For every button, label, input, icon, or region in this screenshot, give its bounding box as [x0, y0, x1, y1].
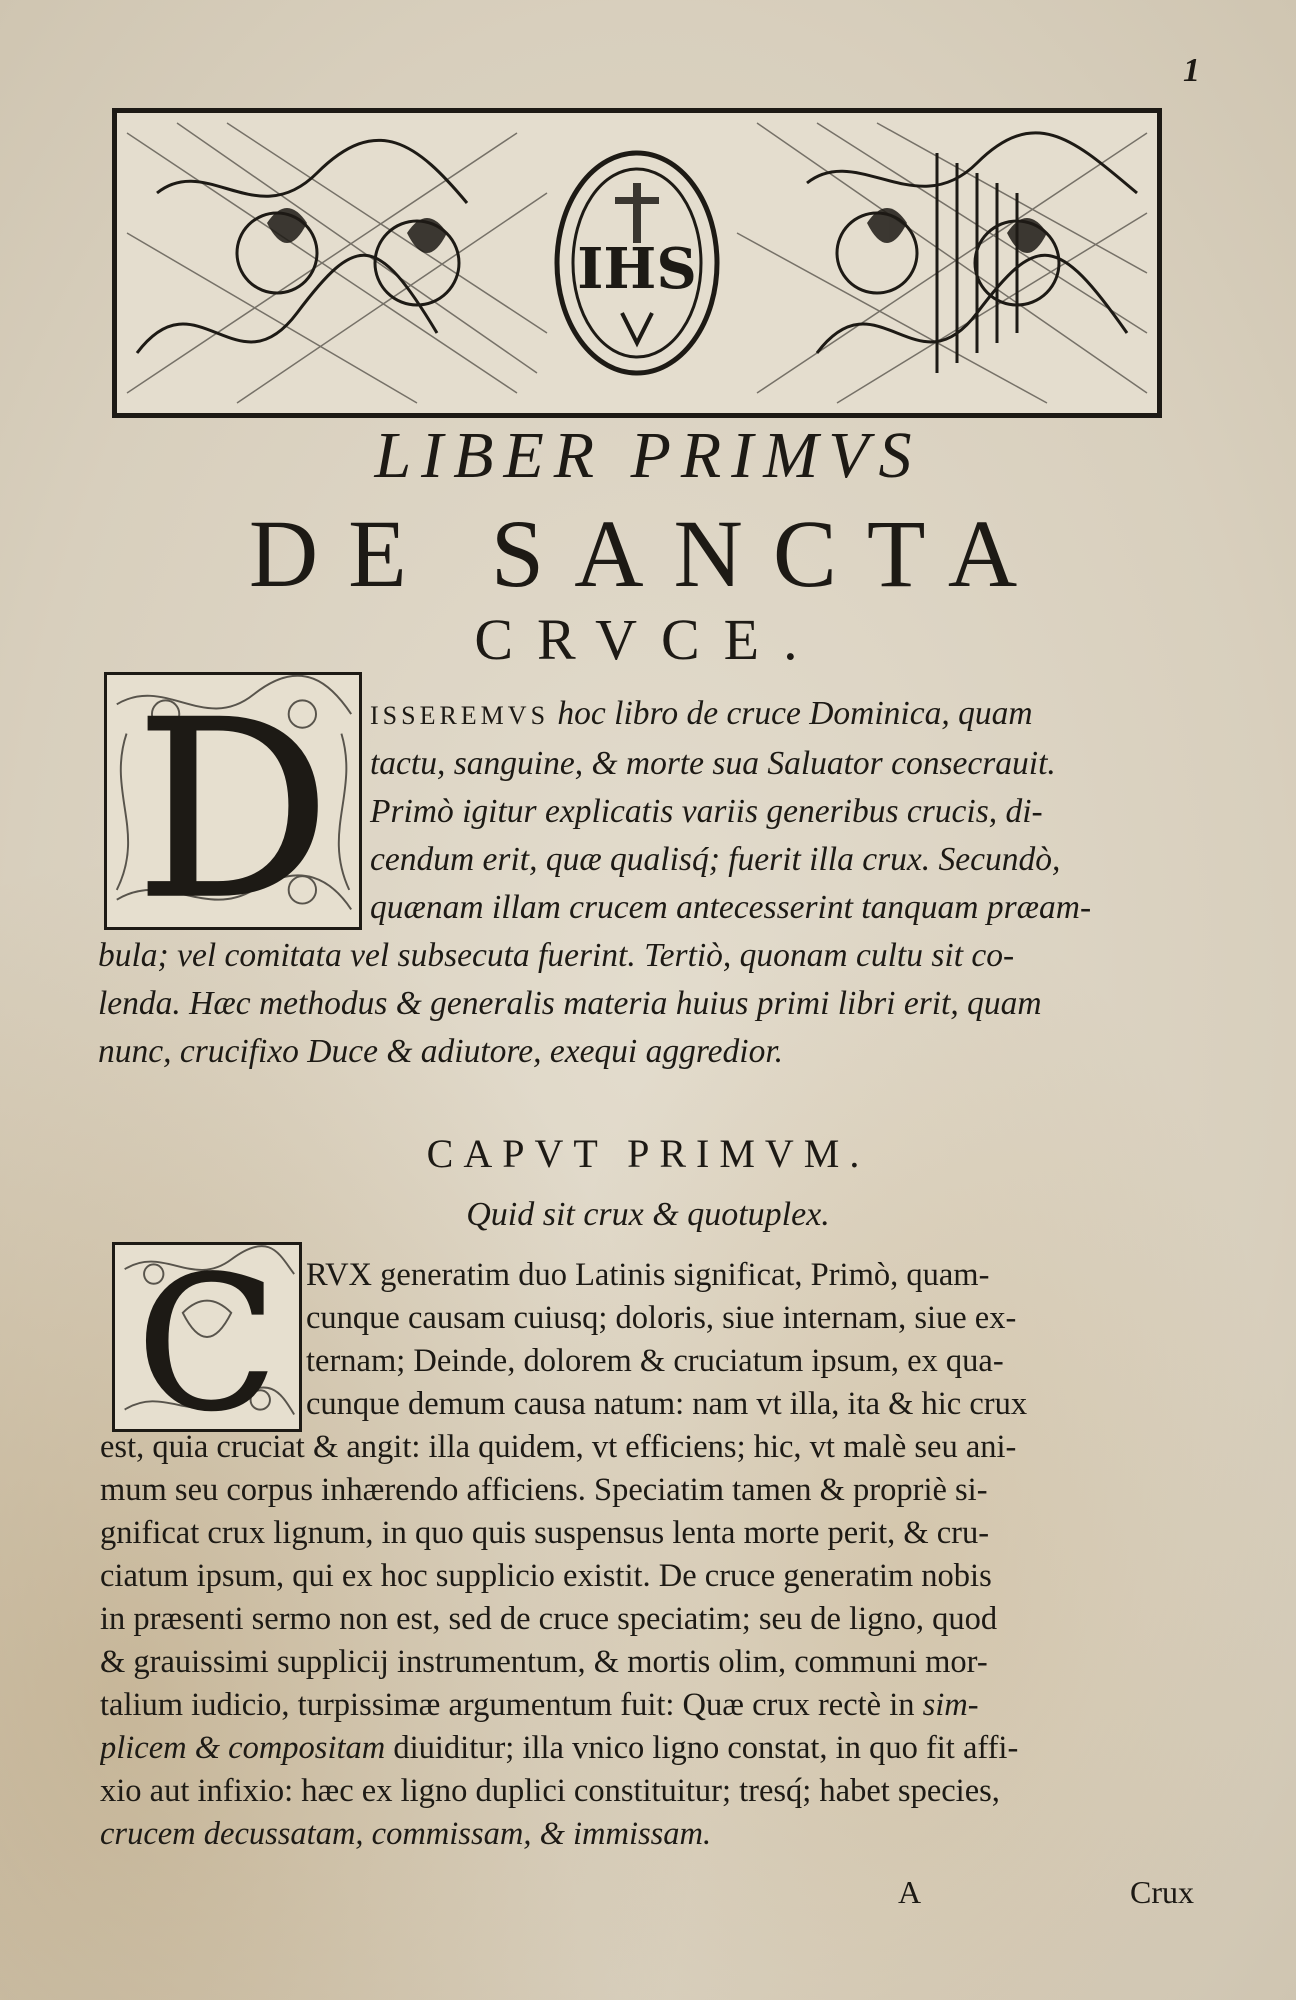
body-line: xio aut infixio: hæc ex ligno duplici constituitur; tresq́; habet species,	[100, 1773, 1000, 1809]
body-line: cunque demum causa natum: nam vt illa, ita & hic crux	[306, 1386, 1028, 1422]
introduction-paragraph	[98, 690, 1200, 1076]
body-line: est, quia cruciat & angit: illa quidem, vt efficiens; hic, vt malè seu ani-	[100, 1429, 1017, 1465]
initial-c-letter: C	[136, 1245, 278, 1429]
intro-line: Primò igitur explicatis variis generibus crucis, di-	[370, 793, 1043, 830]
body-line: RVX generatim duo Latinis significat, Primò, quam-	[306, 1257, 990, 1293]
headpiece-monogram: IHS	[577, 236, 697, 302]
intro-line: lenda. Hæc methodus & generalis materia huius primi libri erit, quam	[98, 985, 1042, 1022]
chapter-body-text	[100, 1254, 1200, 1856]
body-line: & grauissimi supplicij instrumentum, & mortis olim, communi mor-	[100, 1644, 988, 1680]
intro-line: cendum erit, quæ qualisq́; fuerit illa crux. Secundò,	[370, 841, 1061, 878]
intro-line: tactu, sanguine, & morte sua Saluator consecrauit.	[370, 745, 1056, 782]
body-line: gnificat crux lignum, in quo quis suspensus lenta morte perit, & cru-	[100, 1515, 990, 1551]
woodcut-headpiece	[112, 108, 1162, 418]
body-line: crucem decussatam, commissam, & immissam.	[100, 1816, 712, 1852]
intro-line: bula; vel comitata vel subsecuta fuerint. Tertiò, quonam cultu sit co-	[98, 937, 1015, 974]
chapter-subtitle: Quid sit crux & quotuplex.	[466, 1196, 830, 1233]
book-title: LIBER PRIMVS	[374, 419, 922, 492]
catchword: Crux	[1130, 1874, 1194, 1910]
body-line: ciatum ipsum, qui ex hoc supplicio existit. De cruce generatim nobis	[100, 1558, 992, 1594]
body-line: in præsenti sermo non est, sed de cruce speciatim; seu de ligno, quod	[100, 1601, 998, 1637]
initial-d-letter: D	[135, 675, 331, 927]
body-line: mum seu corpus inhærendo afficiens. Speciatim tamen & propriè si-	[100, 1472, 988, 1508]
body-line: cunque causam cuiusq; doloris, siue internam, siue ex-	[306, 1300, 1017, 1336]
intro-line: nunc, crucifixo Duce & adiutore, exequi aggredior.	[98, 1033, 784, 1070]
body-line: plicem & compositam diuiditur; illa vnico ligno constat, in quo fit affi-	[100, 1730, 1019, 1766]
intro-line: quænam illam crucem antecesserint tanquam præam-	[370, 889, 1092, 926]
page-number: 1	[1183, 52, 1200, 89]
work-title-continued: CRVCE.	[474, 607, 822, 672]
body-line: ternam; Deinde, dolorem & cruciatum ipsum, ex qua-	[306, 1343, 1004, 1379]
chapter-title: CAPVT PRIMVM.	[426, 1131, 870, 1176]
work-title: DE SANCTA	[248, 500, 1048, 607]
intro-line: ISSEREMVS hoc libro de cruce Dominica, quam	[370, 695, 1033, 732]
body-line: talium iudicio, turpissimæ argumentum fuit: Quæ crux rectè in sim-	[100, 1687, 979, 1723]
signature-mark: A	[898, 1874, 922, 1910]
